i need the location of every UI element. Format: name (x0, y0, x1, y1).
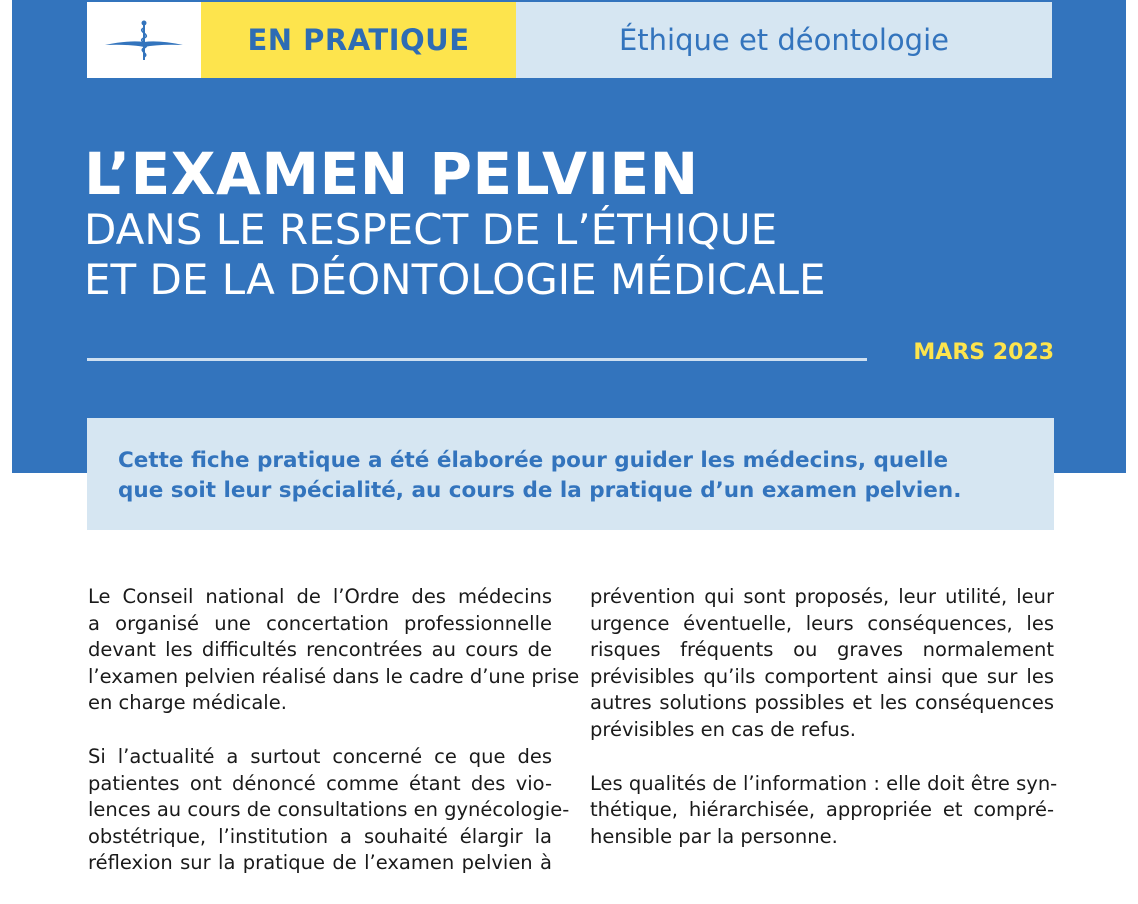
text-line: prévisibles qu’ils comportent ainsi que sur les (590, 664, 1054, 688)
text-line: thétique, hiérarchisée, appropriée et compré- (590, 798, 1054, 822)
text-line: Les qualités de l’information : elle doit être syn- (590, 771, 1058, 795)
text-line: réflexion sur la pratique de l’examen pelvien à (88, 851, 552, 875)
intro-line: Cette fiche pratique a été élaborée pour guider les médecins, quelle (118, 448, 949, 473)
text-line: a organisé une concertation professionnelle (88, 611, 552, 635)
paragraph (590, 584, 1054, 744)
text-line: lences au cours de consultations en gynécologie- (88, 798, 570, 822)
intro-callout (87, 418, 1054, 530)
text-line: l’examen pelvien réalisé dans le cadre d’une prise (88, 664, 580, 688)
document-header (87, 2, 1052, 78)
category-tag: EN PRATIQUE (201, 2, 516, 78)
paragraph (88, 584, 580, 717)
body-column-right (590, 584, 1058, 877)
document-title: L’EXAMEN PELVIEN (84, 140, 699, 208)
caduceus-logo-icon (101, 18, 187, 62)
intro-line: que soit leur spécialité, au cours de la pratique d’un examen pelvien. (118, 478, 962, 503)
text-line: hensible par la personne. (590, 824, 838, 848)
text-line: devant les difficultés rencontrées au cours de (88, 638, 552, 662)
text-line: Le Conseil national de l’Ordre des médecins (88, 585, 552, 608)
subtitle-line: ET DE LA DÉONTOLOGIE MÉDICALE (84, 255, 826, 304)
divider (87, 358, 867, 361)
text-line: prévisibles en cas de refus. (590, 717, 856, 741)
page-margin-right (1126, 0, 1138, 866)
text-line: autres solutions possibles et les conséquences (590, 691, 1054, 715)
document-subtitle (84, 205, 984, 305)
text-line: obstétrique, l’institution a souhaité élargir la (88, 824, 552, 848)
text-line: urgence éventuelle, leurs conséquences, les (590, 611, 1054, 635)
section-tag: Éthique et déontologie (516, 2, 1052, 78)
text-line: risques fréquents ou graves normalement (590, 638, 1054, 662)
publication-date: MARS 2023 (913, 340, 1054, 365)
page-margin-left (0, 0, 12, 866)
text-line: patientes ont dénoncé comme étant des vio- (88, 771, 552, 795)
logo (87, 2, 201, 78)
text-line: en charge médicale. (88, 691, 287, 715)
paragraph (590, 771, 1058, 851)
text-line: Si l’actualité a surtout concerné ce que des (88, 744, 552, 768)
text-line: prévention qui sont proposés, leur utilité, leur (590, 585, 1054, 608)
body-column-left (88, 584, 580, 904)
intro-text (118, 446, 998, 506)
paragraph (88, 744, 570, 877)
subtitle-line: DANS LE RESPECT DE L’ÉTHIQUE (84, 205, 778, 254)
